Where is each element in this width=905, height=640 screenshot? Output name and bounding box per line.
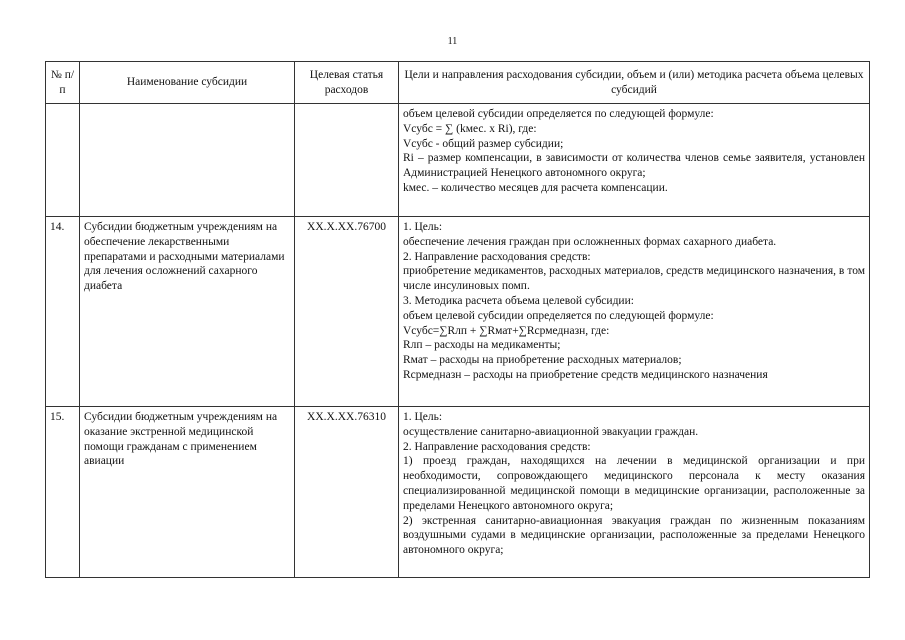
description-line: осуществление санитарно-авиационной эвакуации граждан. [403, 425, 699, 438]
subsidy-name [80, 104, 295, 217]
header-num: № п/п [46, 62, 80, 104]
subsidy-description [399, 407, 870, 578]
target-code [295, 104, 399, 217]
header-name: Наименование субсидии [80, 62, 295, 104]
header-code: Целевая статья расходов [295, 62, 399, 104]
subsidy-name: Субсидии бюджетным учреждениям на оказание экстренной медицинской помощи гражданам с применением авиации [80, 407, 295, 578]
description-line: Vсубс - общий размер субсидии; [403, 137, 564, 150]
subsidies-table [45, 61, 870, 578]
description-line: 2. Направление расходования средств: [403, 440, 591, 453]
description-line: приобретение медикаментов, расходных материалов, средств медицинского назначения, в том числе инсулиновых помп. [403, 265, 865, 293]
description-line: объем целевой субсидии определяется по следующей формуле: [403, 309, 714, 322]
description-line: 1. Цель: [403, 221, 443, 233]
description-line: объем целевой субсидии определяется по следующей формуле: [403, 108, 714, 120]
row-number: 15. [46, 407, 80, 578]
page-number: 11 [447, 36, 458, 47]
table-header-row [46, 62, 870, 104]
description-line: kмес. – количество месяцев для расчета компенсации. [403, 181, 668, 194]
table-row [46, 104, 870, 217]
subsidy-description [399, 104, 870, 217]
description-line: Rлп – расходы на медикаменты; [403, 339, 561, 352]
subsidy-name: Субсидии бюджетным учреждениям на обеспечение лекарственными препаратами и расходными материалами для лечения осложнений сахарного диабета [80, 217, 295, 407]
subsidy-description [399, 217, 870, 407]
description-line: Rсрмедназн – расходы на приобретение средств медицинского назначения [403, 368, 768, 381]
description-line: обеспечение лечения граждан при осложненных формах сахарного диабета. [403, 235, 777, 248]
target-code: XX.X.XX.76700 [295, 217, 399, 407]
table-row [46, 407, 870, 578]
table-row [46, 217, 870, 407]
row-number: 14. [46, 217, 80, 407]
description-line: 2) экстренная санитарно-авиационная эвакуация граждан по жизненным показаниям воздушными судами в медицинские организации, расположенные за пределами Ненецкого автономного округа; [403, 514, 865, 557]
target-code: XX.X.XX.76310 [295, 407, 399, 578]
description-line: 3. Методика расчета объема целевой субсидии: [403, 294, 634, 307]
description-line: Ri – размер компенсации, в зависимости от количества членов семье заявителя, установлен Администрацией Ненецкого автономного округа; [403, 152, 865, 180]
header-goals: Цели и направления расходования субсидии, объем и (или) методика расчета объема целевых субсидий [399, 62, 870, 104]
description-line: 2. Направление расходования средств: [403, 250, 591, 263]
description-line: Vсубс=∑Rлп + ∑Rмат+∑Rсрмедназн, где: [403, 324, 610, 337]
description-line: Vсубс = ∑ (kмес. х Ri), где: [403, 122, 537, 135]
description-line: Rмат – расходы на приобретение расходных материалов; [403, 354, 682, 367]
row-number [46, 104, 80, 217]
description-line: 1. Цель: [403, 411, 443, 423]
description-line: 1) проезд граждан, находящихся на лечении в медицинской организации и при необходимости, сопровождающего медицинского персонала к месту оказания специализированной медицинской помощи в медицинские организации, расположенные за пределами Ненецкого автономного округа; [403, 455, 865, 512]
